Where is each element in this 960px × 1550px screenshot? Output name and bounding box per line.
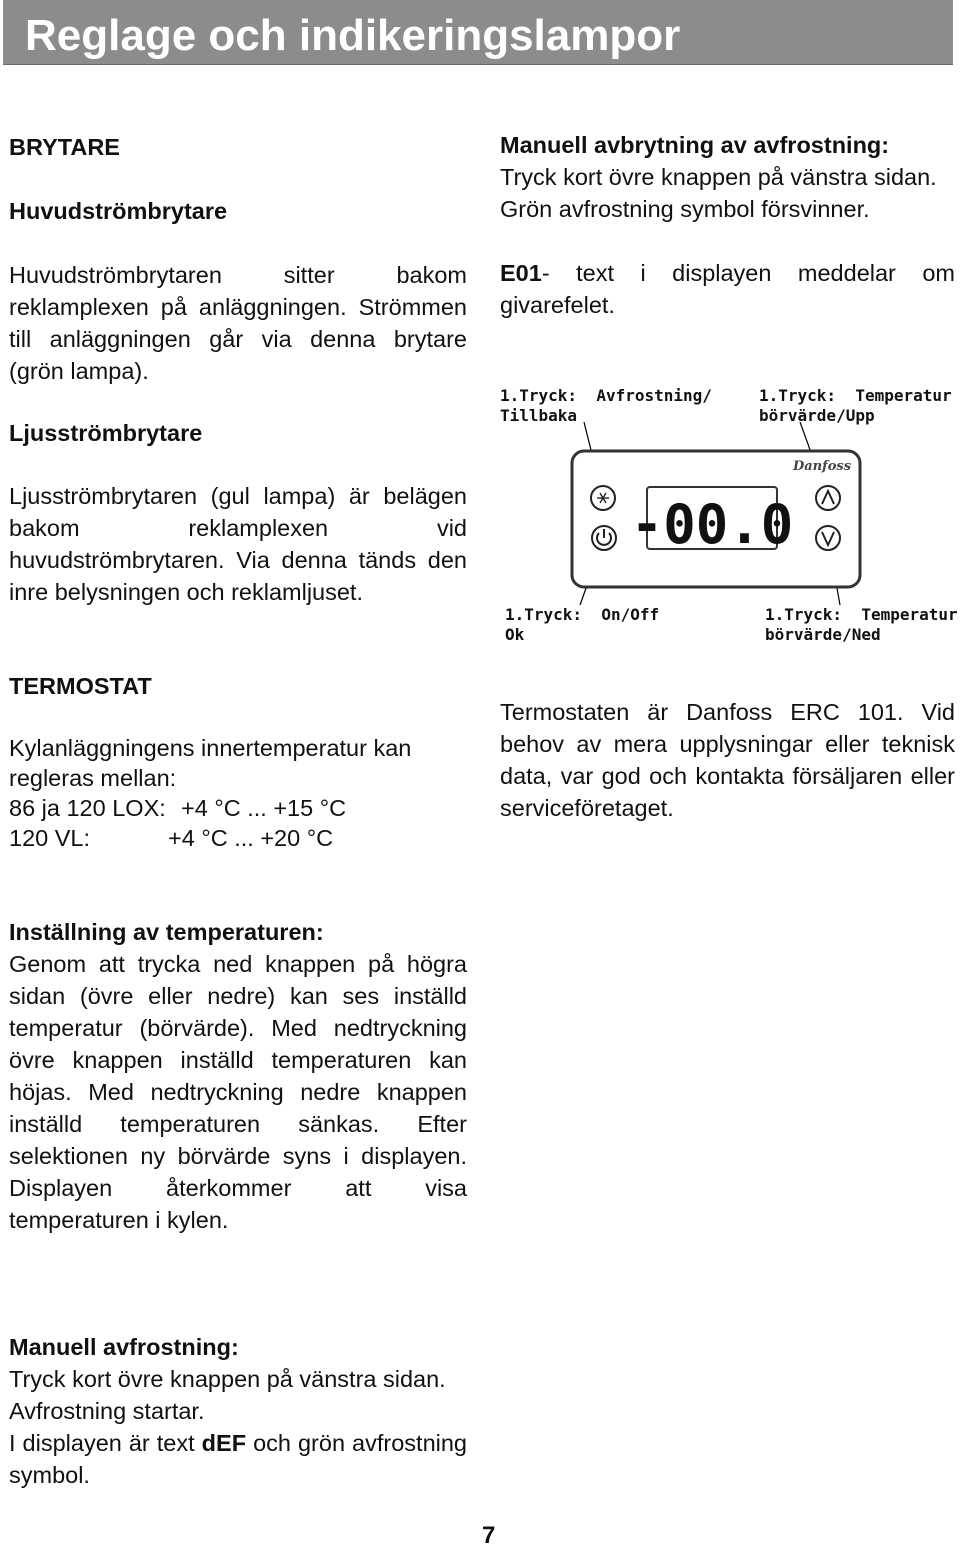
manuell-line2: Avfrostning startar.	[9, 1398, 205, 1424]
manuell-line3-pre: I displayen är text	[9, 1430, 202, 1456]
huvud-heading: Huvudströmbrytare	[9, 198, 228, 224]
e01-code: E01	[500, 260, 542, 286]
page-title: Reglage och indikeringslampor	[25, 11, 681, 60]
display-value: -00.0	[630, 493, 794, 556]
ljus-heading: Ljusströmbrytare	[9, 420, 203, 446]
range2-value: +4 °C ... +20 °C	[168, 825, 334, 851]
range1-value: +4 °C ... +15 °C	[181, 795, 347, 821]
termostat-line1: Kylanläggningens innertemperatur kan	[9, 735, 412, 761]
page-number: 7	[482, 1522, 496, 1549]
down-button[interactable]	[816, 526, 840, 550]
manuell-line1: Tryck kort övre knappen på vänstra sidan.	[9, 1366, 446, 1392]
termostat-info: Termostaten är Danfoss ERC 101. Vid behov av mera upplysningar eller teknisk data, var god och kontakta försäljaren eller serviceföretaget.	[500, 699, 955, 821]
termostat-line2: regleras mellan:	[9, 765, 177, 791]
e01-text: - text i displayen meddelar om givarefelet.	[500, 260, 955, 318]
huvud-text: Huvudströmbrytaren sitter bakom reklamplexen på anläggningen. Strömmen till anläggningen går via denna brytare (grön lampa).	[9, 262, 467, 384]
manuell-avbryt-text: Tryck kort övre knappen på vänstra sidan. Grön avfrostning symbol försvinner.	[500, 164, 937, 222]
label-bottom-right: 1.Tryck: Temperatur börvärde/Ned	[765, 605, 958, 644]
range1-label: 86 ja 120 LOX:	[9, 795, 166, 821]
label-top-left: 1.Tryck: Avfrostning/ Tillbaka	[500, 386, 712, 425]
brand-logo: Danfoss	[792, 459, 852, 474]
manuell-line3-post: och grön avfrostning symbol.	[9, 1430, 467, 1488]
up-button[interactable]	[816, 486, 840, 510]
range2-label: 120 VL:	[9, 825, 91, 851]
defrost-button[interactable]	[591, 486, 615, 510]
manuell-avbryt-heading: Manuell avbrytning av avfrostning:	[500, 132, 890, 158]
label-bottom-left: 1.Tryck: On/Off Ok	[505, 605, 660, 644]
brytare-heading: BRYTARE	[9, 134, 120, 160]
manuell-heading: Manuell avfrostning:	[9, 1334, 239, 1360]
manuell-line3	[9, 1427, 467, 1491]
installning-heading: Inställning av temperaturen:	[9, 919, 324, 945]
installning-text: Genom att trycka ned knappen på högra sidan (övre eller nedre) kan ses inställd temperatur (börvärde). Med nedtryckning övre knappen inställd temperaturen kan höjas. Med nedtryckning nedre knappen inställd temperaturen sänkas. Efter selektionen ny börvärde syns i displayen. Displayen återkommer att visa temperaturen i kylen.	[9, 951, 467, 1233]
ljus-text: Ljusströmbrytaren (gul lampa) är belägen bakom reklamplexen vid huvudströmbrytaren. Via denna tänds den inre belysningen och reklamljuset.	[9, 483, 467, 605]
label-top-right: 1.Tryck: Temperatur börvärde/Upp	[759, 386, 952, 425]
termostat-heading: TERMOSTAT	[9, 673, 152, 699]
power-button[interactable]	[592, 526, 616, 550]
def-code: dEF	[201, 1430, 247, 1456]
